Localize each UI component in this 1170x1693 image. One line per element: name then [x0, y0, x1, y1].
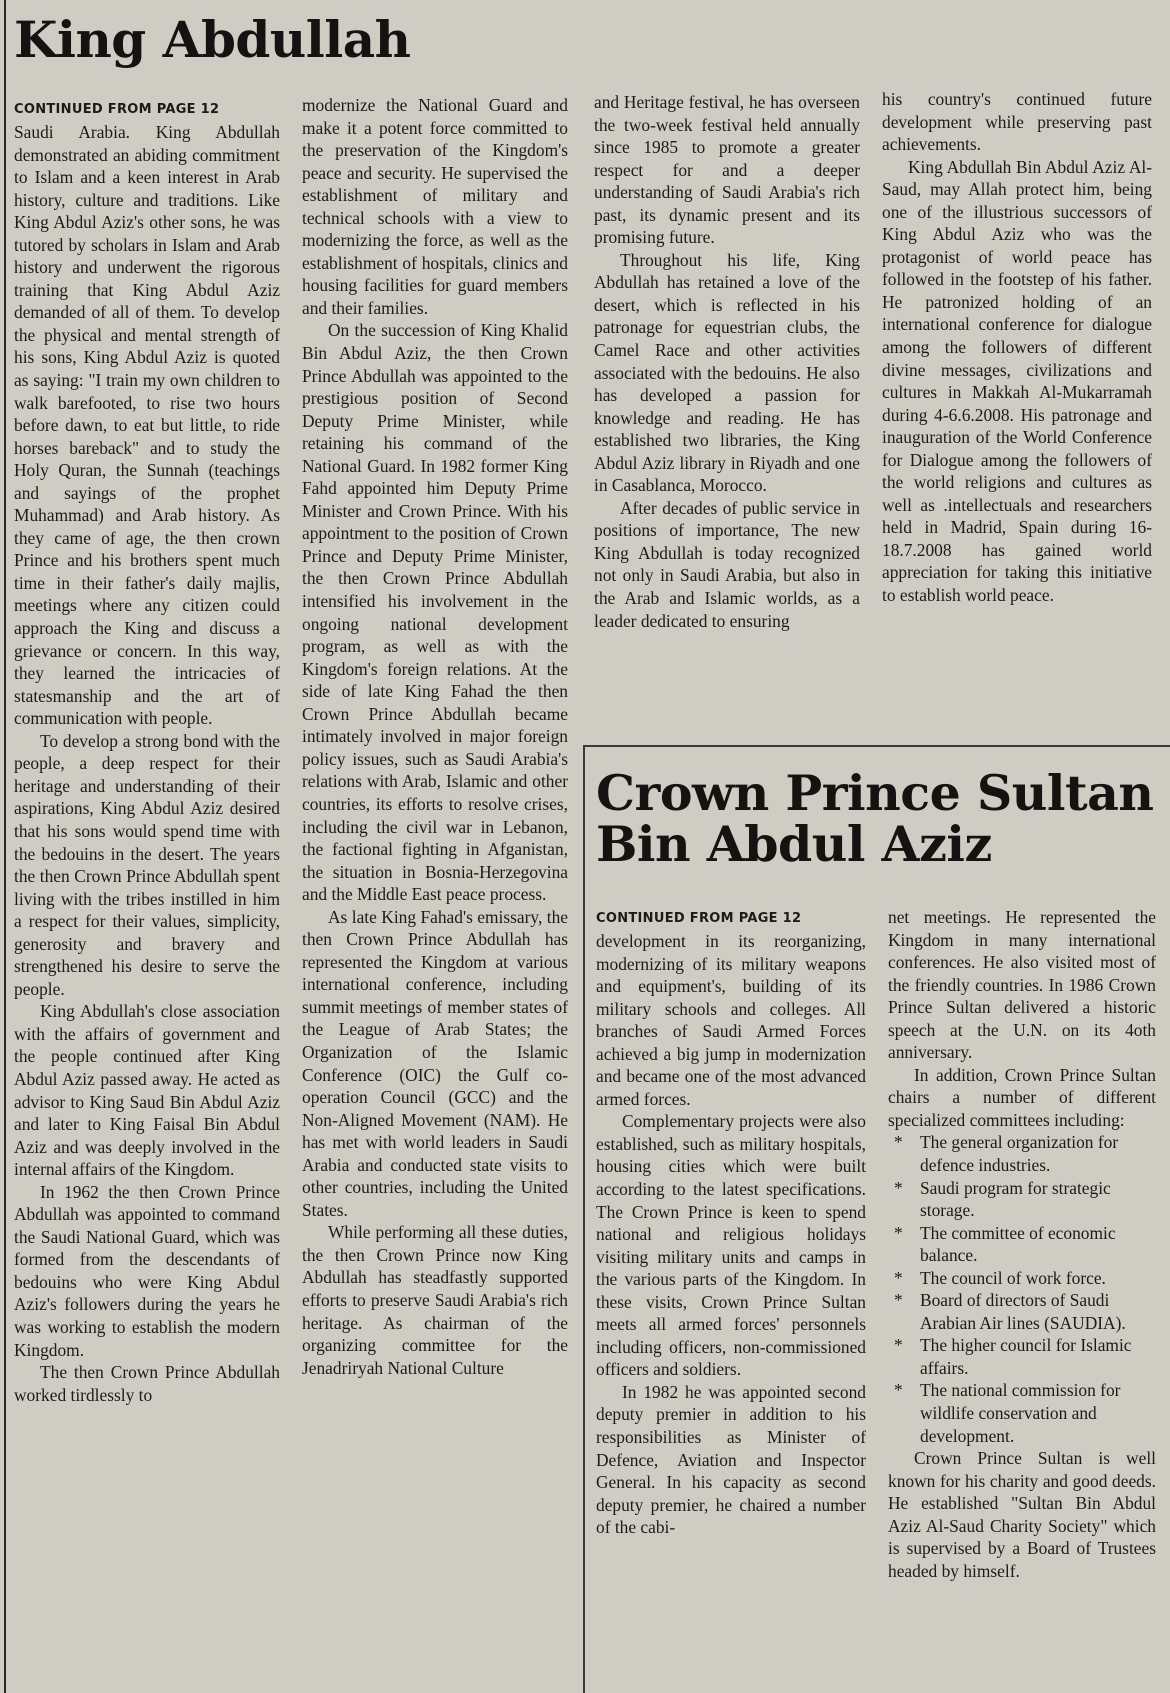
paragraph: Complementary projects were also established, such as military hospitals, housing cities which were built according to the latest specifications. The Crown Prince is keen to spend national and religious holidays visiting military units and camps in the various parts of the Kingdom. In these visits, Crown Prince Sultan meets all armed forces' personnels including officers, non-commissioned officers and soldiers. — [596, 1111, 866, 1380]
list-item — [888, 1177, 1156, 1222]
paragraph: To develop a strong bond with the people, a deep respect for their heritage and understanding of their aspirations, King Abdul Aziz desired that his sons would spend time with the bedouins in the desert. The years the then Crown Prince Abdullah spent living with the tribes instilled in him a respect for their values, simplicity, generosity and bravery and strengthened his desire to serve the people. — [14, 730, 280, 999]
list-item — [888, 1379, 1156, 1447]
article1-column-2 — [302, 94, 568, 1693]
paragraph: his country's continued future development while preserving past achievements. — [882, 89, 1152, 155]
list-item — [888, 1334, 1156, 1379]
list-item-text: The general organization for defence industries. — [920, 1132, 1119, 1176]
paragraph: Throughout his life, King Abdullah has retained a love of the desert, which is reflected in his patronage for equestrian clubs, the Camel Race and other activities associated with the bedouins. He also has developed a passion for knowledge and reading. He has established two libraries, the King Abdul Aziz library in Riyadh and one in Casablanca, Morocco. — [594, 249, 860, 496]
paragraph: net meetings. He represented the Kingdom in many international conferences. He also visited most of the friendly countries. In 1986 Crown Prince Sultan delivered a historic speech at the U.N. on its 4oth anniversary. — [888, 907, 1156, 1063]
article2-column-2 — [888, 906, 1156, 1693]
committee-list — [888, 1131, 1156, 1447]
article2-box-border-left — [583, 745, 585, 1693]
list-item — [888, 1131, 1156, 1176]
paragraph: In addition, Crown Prince Sultan chairs a number of different specialized committees including: — [888, 1064, 1156, 1130]
article2-box-border-top — [583, 745, 1170, 747]
bullet-icon: * — [894, 1222, 903, 1243]
list-item-text: The higher council for Islamic affairs. — [920, 1335, 1132, 1378]
paragraph: King Abdullah's close association with the affairs of government and the people continued after King Abdul Aziz passed away. He acted as advisor to King Saud Bin Abdul Aziz and later to King Faisal Bin Abdul Aziz and was deeply involved in the internal affairs of the Kingdom. — [14, 1001, 280, 1180]
list-item-text: The council of work force. — [920, 1267, 1106, 1288]
article-headline-crown-prince-sultan: Crown Prince Sultan Bin Abdul Aziz — [596, 764, 1154, 874]
bullet-icon: * — [894, 1177, 903, 1198]
paragraph: In 1982 he was appointed second deputy premier in addition to his responsibilities as Minister of Defence, Aviation and Inspector General. In his capacity as second deputy premier, he chaired a number of the cabi- — [596, 1381, 866, 1538]
paragraph: Saudi Arabia. King Abdullah demonstrated an abiding commitment to Islam and a keen interest in Arab history, culture and traditions. Like King Abdul Aziz's other sons, he was tutored by scholars in Islam and Arab history and underwent the rigorous training that King Abdul Aziz demanded of all of them. To develop the physical and mental strength of his sons, King Abdul Aziz is quoted as saying: "I train my own children to walk barefooted, to rise two hours before dawn, to eat but little, to ride horses bareback" and to study the Holy Quran, the Sunnah (teachings and sayings of the prophet Muhammad) and Arab history. As they came of age, the then crown Prince and his brothers spent much time in their father's daily majlis, meetings where any citizen could approach the King and discuss a grievance or concern. In this way, they learned the intricacies of statesmanship and the art of communication with people. — [14, 122, 280, 729]
article-headline-king-abdullah: King Abdullah — [14, 10, 411, 69]
bullet-icon: * — [894, 1290, 903, 1311]
continued-label: CONTINUED FROM PAGE 12 — [596, 911, 802, 926]
article2-column-1 — [596, 908, 866, 1693]
paragraph: Crown Prince Sultan is well known for his charity and good deeds. He established "Sultan Bin Abdul Aziz Al-Saud Charity Society" which is supervised by a Board of Trustees headed by himself. — [888, 1448, 1156, 1581]
bullet-icon: * — [894, 1267, 903, 1288]
list-item — [888, 1222, 1156, 1267]
bullet-icon: * — [894, 1132, 903, 1153]
paragraph: After decades of public service in positions of importance, The new King Abdullah is today recognized not only in Saudi Arabia, but also in the Arab and Islamic worlds, as a leader dedicated to ensuring — [594, 497, 860, 631]
paragraph: On the succession of King Khalid Bin Abdul Aziz, the then Crown Prince Abdullah was appointed to the prestigious position of Second Deputy Prime Minister, while retaining his command of the National Guard. In 1982 former King Fahd appointed him Deputy Prime Minister and Crown Prince. With his appointment to the position of Crown Prince and Deputy Prime Minister, the then Crown Prince Abdullah intensified his involvement in the ongoing national development program, as well as with the Kingdom's foreign relations. At the side of late King Fahad the then Crown Prince Abdullah became intimately involved in major foreign policy issues, such as Saudi Arabia's relations with Arab, Islamic and other countries, its efforts to resolve crises, including the civil war in Lebanon, the factional fighting in Afganistan, the situation in Bosnia-Herzegovina and the Middle East peace process. — [302, 320, 568, 905]
paragraph: As late King Fahad's emissary, the then Crown Prince Abdullah has represented the Kingdom at various international conference, including summit meetings of member states of the League of Arab States; the Organization of the Islamic Conference (OIC) the Gulf co-operation Council (GCC) and the Non-Aligned Movement (NAM). He has met with world leaders in Saudi Arabia and conducted state visits to other countries, including the United States. — [302, 906, 568, 1220]
list-item-text: Board of directors of Saudi Arabian Air lines (SAUDIA). — [920, 1290, 1126, 1333]
article1-column-1 — [14, 99, 280, 1693]
list-item-text: The committee of economic balance. — [920, 1222, 1116, 1266]
paragraph: modernize the National Guard and make it a potent force committed to the preservation of the Kingdom's peace and security. He supervised the establishment of military and technical schools with a view to modernizing the force, as well as the establishment of hospitals, clinics and housing facilities for guard members and their families. — [302, 95, 568, 318]
bullet-icon: * — [894, 1380, 903, 1401]
article1-column-4 — [882, 88, 1152, 738]
paragraph: King Abdullah Bin Abdul Aziz Al-Saud, may Allah protect him, being one of the illustrious successors of King Abdul Aziz who was the protagonist of world peace has followed in the footstep of his father. He patronized holding of an international conference for dialogue among the followers of different divine messages, civilizations and cultures in Makkah Al-Mukarramah during 4-6.6.2008. His patronage and inauguration of the World Conference for Dialogue among the followers of the world religions and cultures as well as .intellectuals and researchers held in Madrid, Spain during 16-18.7.2008 has gained world appreciation for taking this initiative to establish world peace. — [882, 156, 1152, 606]
bullet-icon: * — [894, 1335, 903, 1356]
list-item-text: Saudi program for strategic storage. — [920, 1177, 1111, 1221]
paragraph: and Heritage festival, he has overseen the two-week festival held annually since 1985 to promote a greater respect for and a deeper understanding of Saudi Arabia's rich past, its dynamic present and its promising future. — [594, 92, 860, 248]
paragraph: The then Crown Prince Abdullah worked tirdlessly to — [14, 1362, 280, 1405]
paragraph: development in its reorganizing, modernizing of its military weapons and equipment's, building of its military schools and colleges. All branches of Saudi Armed Forces achieved a big jump in modernization and became one of the most advanced armed forces. — [596, 931, 866, 1109]
left-column-rule — [4, 0, 6, 1693]
list-item — [888, 1267, 1156, 1290]
list-item-text: The national commission for wildlife conservation and development. — [920, 1380, 1121, 1446]
paragraph: While performing all these duties, the then Crown Prince now King Abdullah has steadfastly supported efforts to preserve Saudi Arabia's rich heritage. As chairman of the organizing committee for the Jenadriryah National Culture — [302, 1222, 568, 1378]
article1-column-3 — [594, 91, 860, 741]
continued-label: CONTINUED FROM PAGE 12 — [14, 102, 220, 117]
list-item — [888, 1289, 1156, 1334]
paragraph: In 1962 the then Crown Prince Abdullah was appointed to command the Saudi National Guard, which was formed from the descendants of bedouins who were King Abdul Aziz's followers during the years he was working to establish the modern Kingdom. — [14, 1181, 280, 1360]
